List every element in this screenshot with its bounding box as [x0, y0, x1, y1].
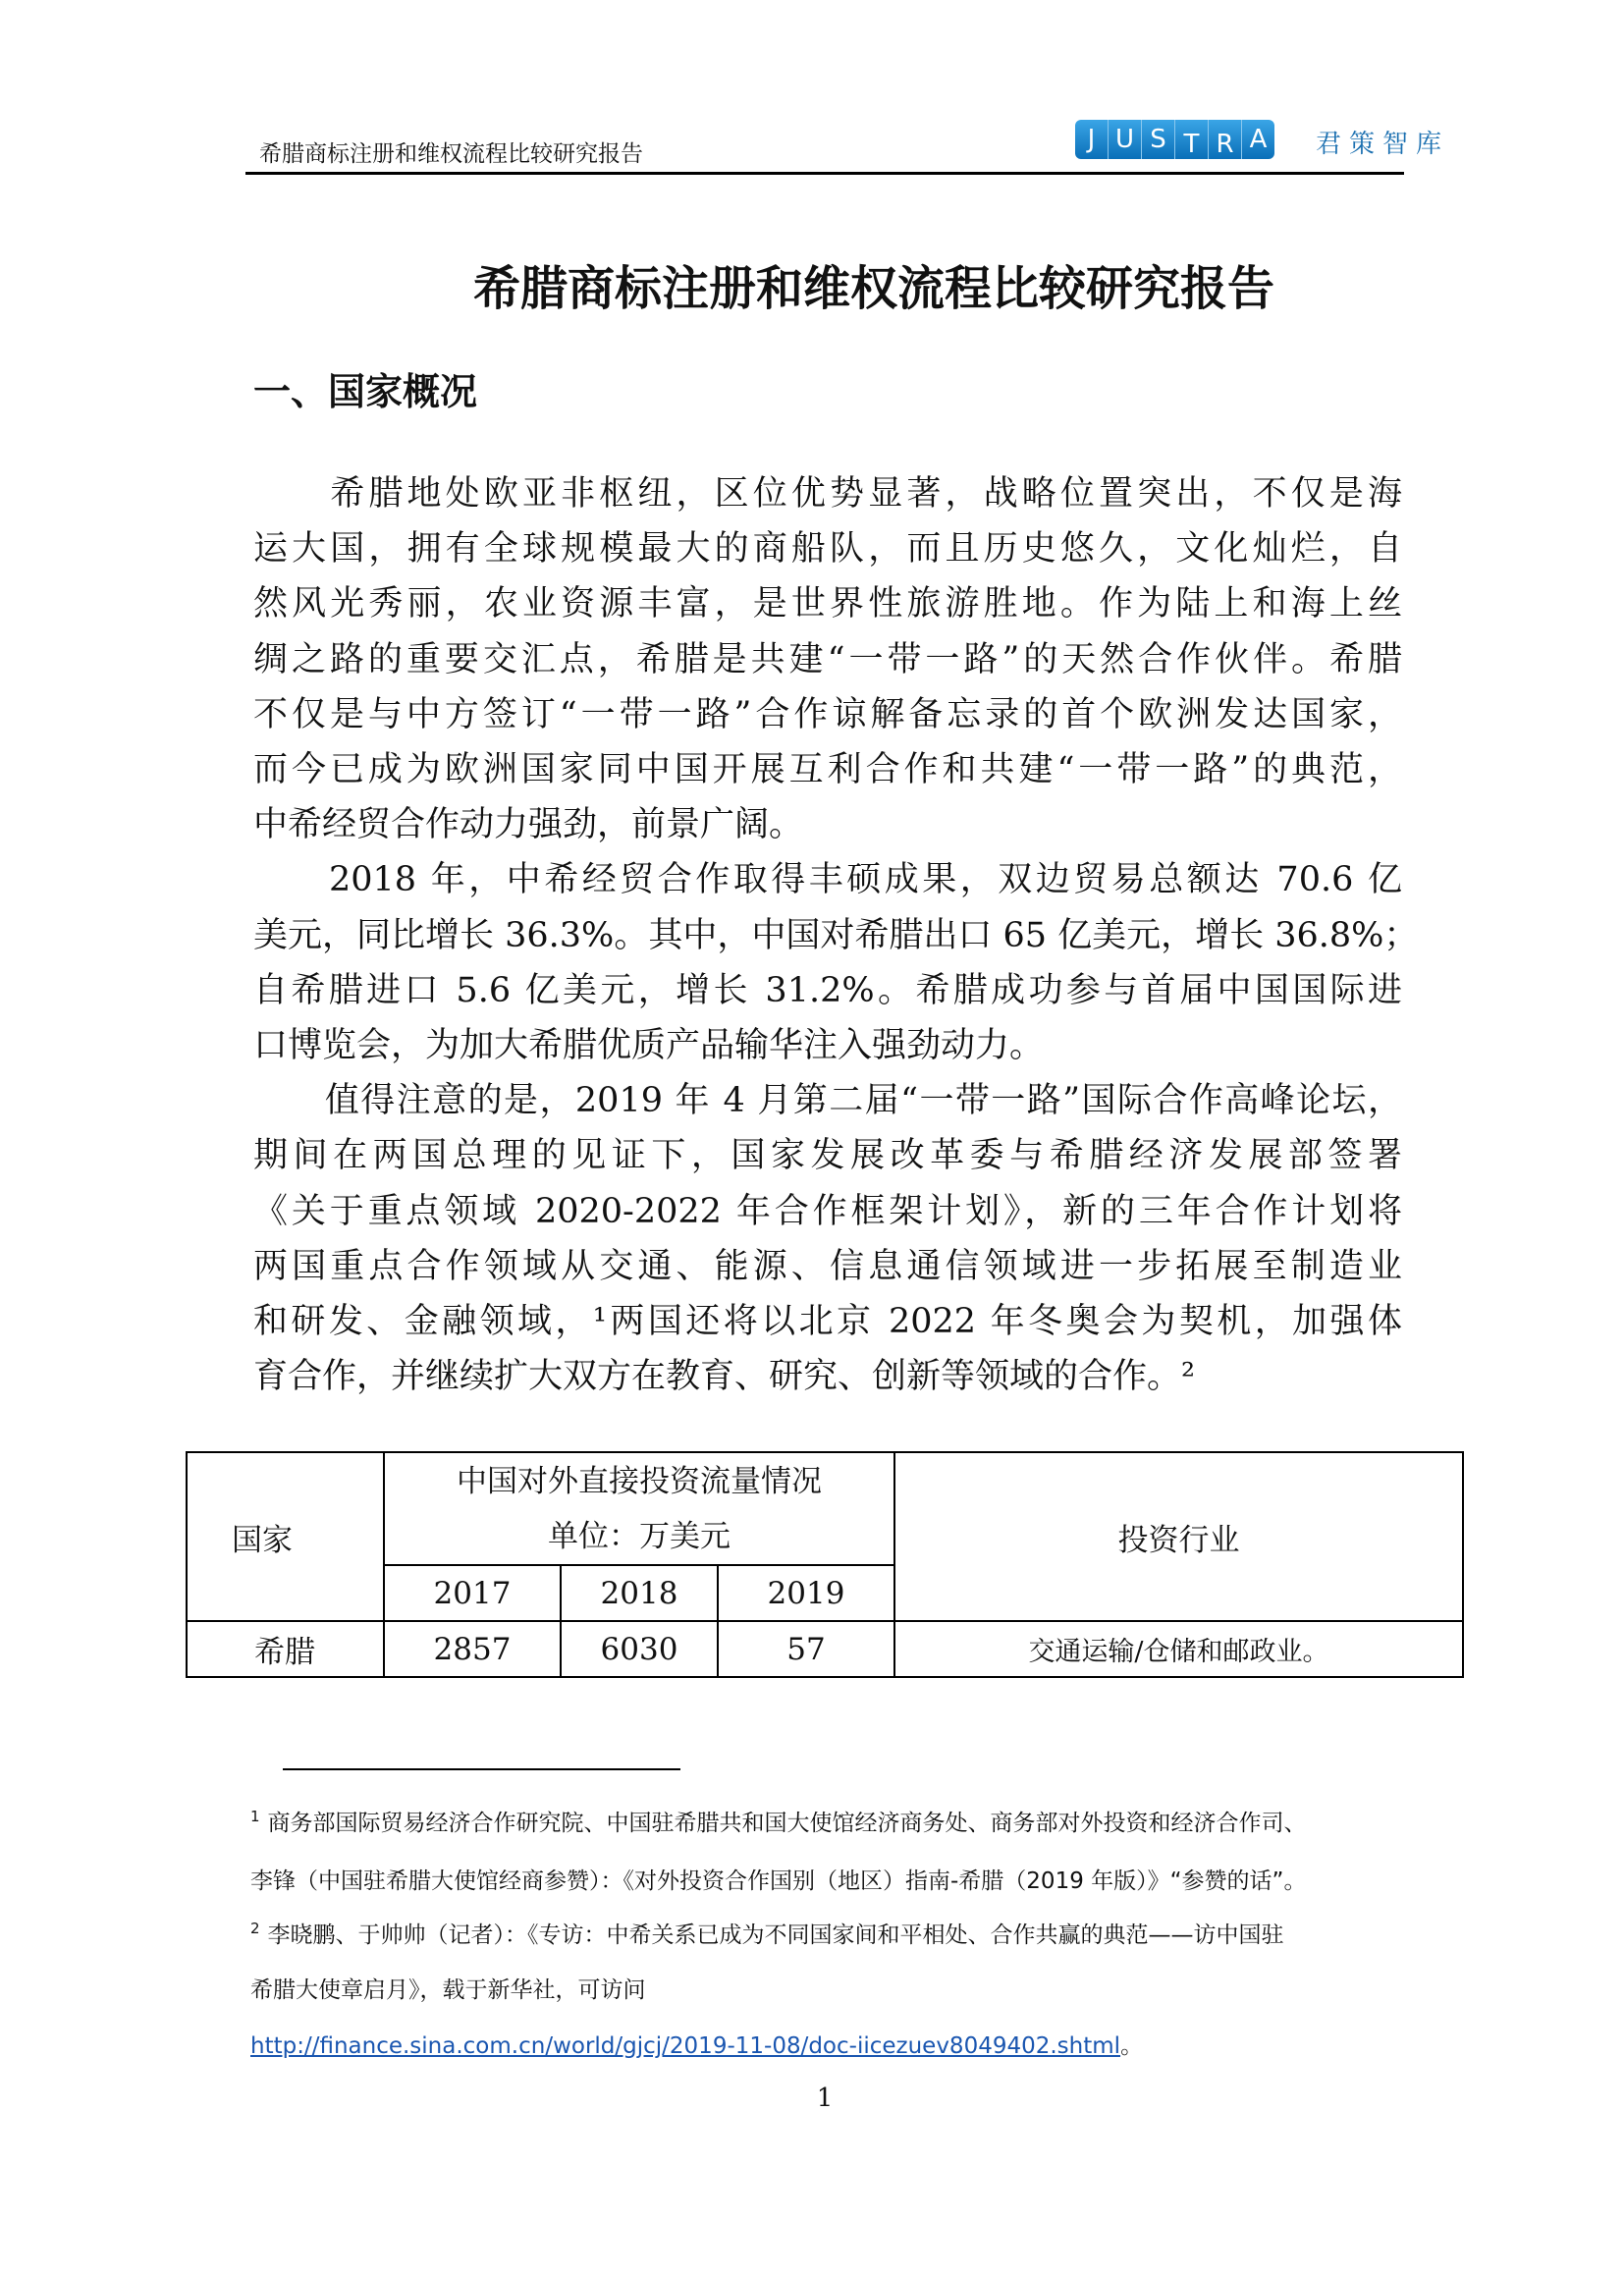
paragraph-line: 期间在两国总理的见证下，国家发展改革委与希腊经济发展部签署 — [253, 1136, 1402, 1176]
paragraph-line: 美元，同比增长 36.3%。其中，中国对希腊出口 65 亿美元，增长 36.8%； — [253, 915, 1419, 955]
paragraph-line: 两国重点合作领域从交通、能源、信息通信领域进一步拓展至制造业 — [253, 1246, 1402, 1286]
source-link[interactable]: http://finance.sina.com.cn/world/gjcj/2019-11-08/doc-iicezuev8049402.shtml — [250, 2033, 1121, 2059]
paragraph-line: 值得注意的是，2019 年 4 月第二届“一带一路”国际合作高峰论坛， — [253, 1081, 1402, 1121]
footnote-text: 李晓鹏、于帅帅（记者）：《专访：中希关系已成为不同国家间和平相处、合作共赢的典范——访中国驻 — [267, 1922, 1284, 1948]
footnote-2-cont: 希腊大使章启月》，载于新华社，可访问 — [250, 1977, 646, 2003]
section-heading: 一、国家概况 — [253, 369, 478, 413]
paragraph-line: 不仅是与中方签订“一带一路”合作谅解备忘录的首个欧洲发达国家， — [253, 694, 1402, 734]
footnote-mark: 2 — [250, 1920, 260, 1938]
logo-letter: S — [1142, 120, 1175, 159]
footnote-separator — [283, 1768, 680, 1770]
paragraph-line: 自希腊进口 5.6 亿美元，增长 31.2%。希腊成功参与首届中国国际进 — [253, 970, 1402, 1010]
logo-letter: R — [1209, 120, 1242, 159]
header-year: 2019 — [718, 1565, 894, 1621]
body-text — [253, 466, 1419, 1404]
header-year: 2018 — [561, 1565, 718, 1621]
logo-letter: T — [1175, 120, 1209, 159]
footnote-1 — [250, 1805, 1307, 1837]
footnote-2-link-line — [250, 2028, 1143, 2060]
header-flow-title: 中国对外直接投资流量情况 — [457, 1463, 822, 1499]
header-divider — [245, 172, 1404, 175]
footnote-1-cont: 李锋（中国驻希腊大使馆经商参赞）：《对外投资合作国别（地区）指南-希腊（2019 年版）》“参赞的话”。 — [250, 1868, 1307, 1894]
running-header-title: 希腊商标注册和维权流程比较研究报告 — [259, 141, 643, 167]
cell-country: 希腊 — [187, 1621, 384, 1677]
footnote-mark: 1 — [250, 1808, 260, 1826]
page-number: 1 — [816, 2084, 834, 2113]
investment-table — [186, 1451, 1464, 1678]
paragraph-line: 《关于重点领域 2020-2022 年合作框架计划》，新的三年合作计划将 — [253, 1191, 1402, 1231]
paragraph-line: 和研发、金融领域，¹两国还将以北京 2022 年冬奥会为契机，加强体 — [253, 1302, 1402, 1342]
paragraph-line: 2018 年，中希经贸合作取得丰硕成果，双边贸易总额达 70.6 亿 — [253, 860, 1402, 900]
logo-letter: U — [1109, 120, 1142, 159]
footnote-text: 商务部国际贸易经济合作研究院、中国驻希腊共和国大使馆经济商务处、商务部对外投资和经济合作司、 — [267, 1811, 1307, 1836]
justra-logo — [1075, 120, 1274, 159]
document-title: 希腊商标注册和维权流程比较研究报告 — [472, 261, 1274, 316]
paragraph-line: 口博览会，为加大希腊优质产品输华注入强劲动力。 — [253, 1026, 1045, 1066]
header-flow — [384, 1452, 894, 1565]
paragraph-line: 中希经贸合作动力强劲，前景广阔。 — [253, 805, 804, 845]
cell-value: 2857 — [384, 1621, 561, 1677]
logo-letter: J — [1075, 120, 1109, 159]
logo-chinese-name: 君策智库 — [1316, 130, 1450, 159]
cell-industry: 交通运输/仓储和邮政业。 — [894, 1621, 1463, 1677]
table-row — [187, 1621, 1463, 1677]
cell-value: 57 — [718, 1621, 894, 1677]
header-year: 2017 — [384, 1565, 561, 1621]
cell-value: 6030 — [561, 1621, 718, 1677]
paragraph-line: 希腊地处欧亚非枢纽，区位优势显著，战略位置突出，不仅是海 — [253, 474, 1402, 514]
paragraph-line: 育合作，并继续扩大双方在教育、研究、创新等领域的合作。² — [253, 1357, 1196, 1397]
paragraph-line: 运大国，拥有全球规模最大的商船队，而且历史悠久，文化灿烂，自 — [253, 529, 1402, 569]
header-country: 国家 — [187, 1452, 384, 1621]
footnote-2 — [250, 1917, 1284, 1949]
paragraph-line: 而今已成为欧洲国家同中国开展互利合作和共建“一带一路”的典范， — [253, 750, 1402, 790]
paragraph-line: 绸之路的重要交汇点，希腊是共建“一带一路”的天然合作伙伴。希腊 — [253, 639, 1402, 679]
link-suffix: 。 — [1120, 2033, 1144, 2059]
logo-letter: A — [1249, 125, 1268, 154]
header-flow-unit: 单位：万美元 — [548, 1518, 731, 1554]
paragraph-line: 然风光秀丽，农业资源丰富，是世界性旅游胜地。作为陆上和海上丝 — [253, 584, 1402, 624]
header-industry: 投资行业 — [894, 1452, 1463, 1621]
